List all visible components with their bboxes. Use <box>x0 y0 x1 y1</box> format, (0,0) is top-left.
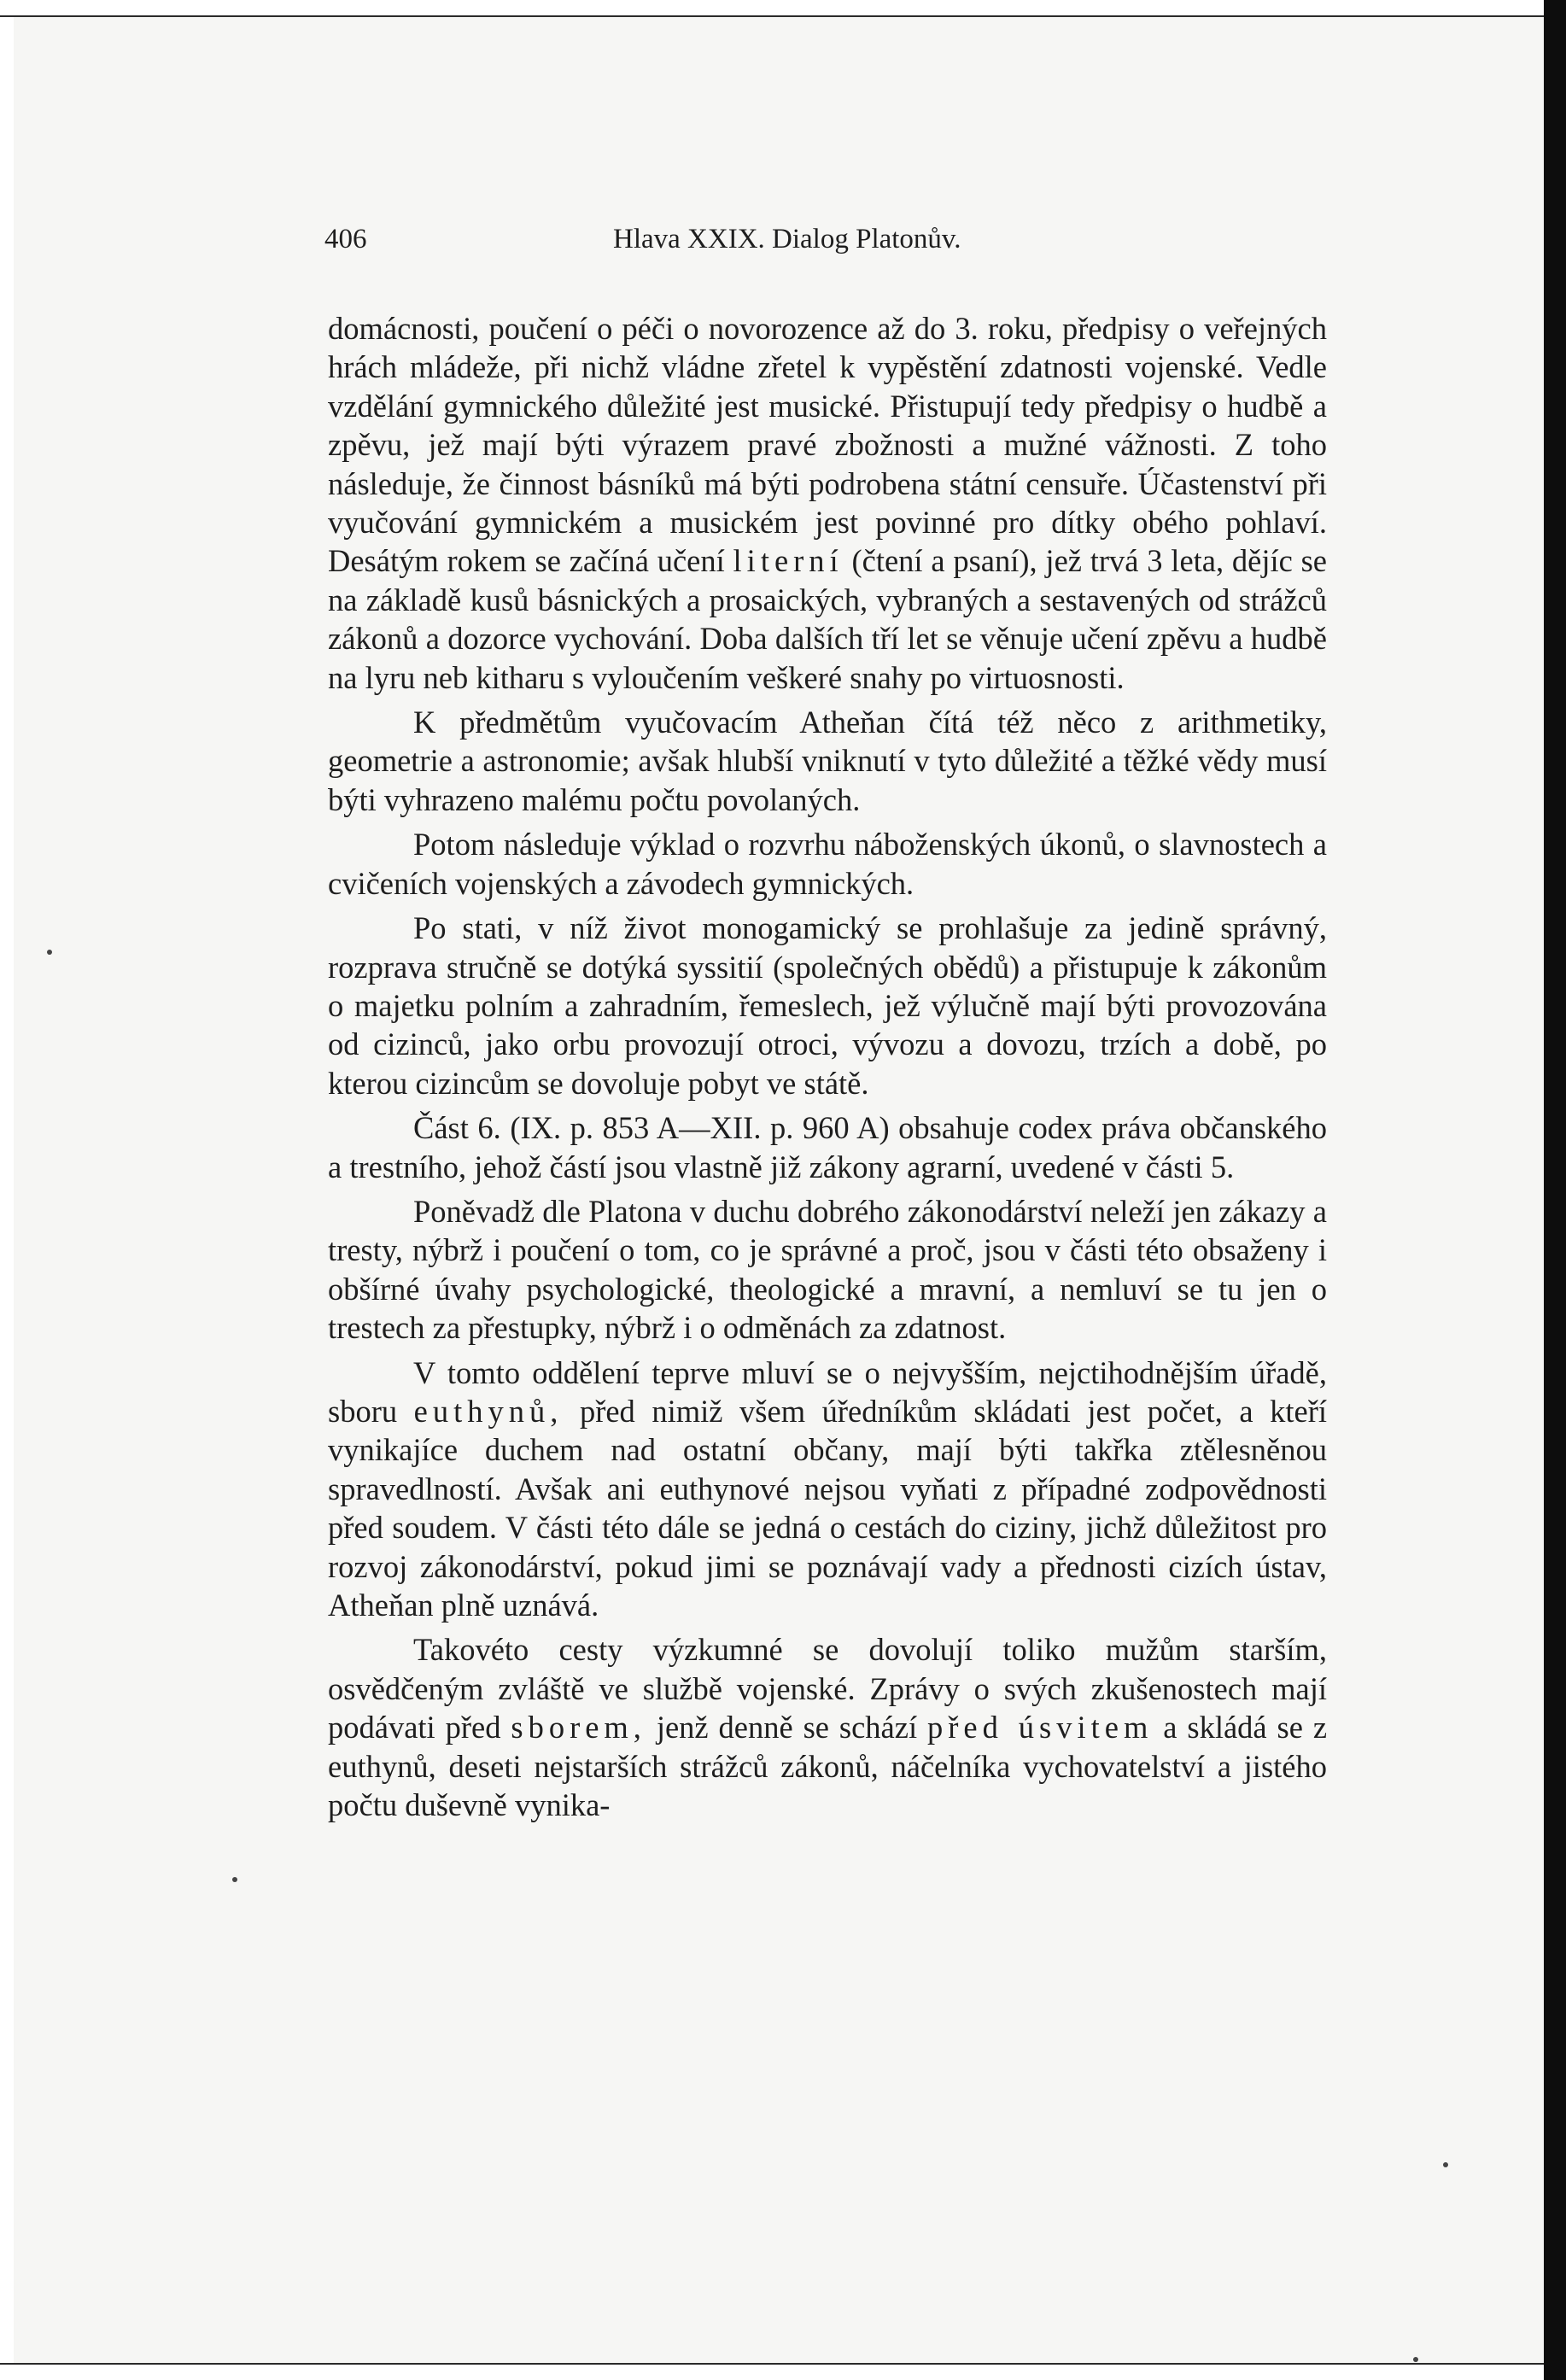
scan-bottom-edge <box>0 2363 1566 2380</box>
emphasis-literni: literní <box>733 543 844 579</box>
page-header <box>324 224 1328 265</box>
scan-top-edge <box>0 0 1566 17</box>
paragraph-8 <box>328 1630 1327 1824</box>
paragraph-8-mid: jenž denně se schází <box>656 1710 918 1746</box>
page-number: 406 <box>324 224 367 254</box>
paragraph-2: K předmětům vyučovacím Atheňan čítá též něco z arithmetiky, geometrie a astronomie; avšak hlubší vniknutí v tyto důležité a těžké vědy musí býti vyhrazeno malému počtu povolaných. <box>328 705 1327 817</box>
paragraph-7-text: V tomto oddělení teprve mluví se o nejvyšším, nejctihodnějším úřadě, sboru <box>328 1354 1327 1429</box>
paragraph-1 <box>328 309 1327 697</box>
paragraph-6: Poněvadž dle Platona v duchu dobrého zákonodárství neleží jen zákazy a tresty, nýbrž i poučení o tom, co je správné a proč, jsou v části této obsaženy i obšírné úvahy psychologické, theologické a mravní, a nemluví se tu jen o trestech za přestupky, nýbrž i o odměnách za zdatnost. <box>328 1193 1327 1346</box>
emphasis-euthynu: euthynů, <box>413 1393 564 1429</box>
paragraph-3: Potom následuje výklad o rozvrhu náboženských úkonů, o slavnostech a cvičeních vojenských a závodech gymnických. <box>328 827 1327 901</box>
scan-speck <box>232 1877 237 1882</box>
scan-right-edge <box>1544 0 1566 2380</box>
running-head: Hlava XXIX. Dialog Platonův. <box>613 224 961 254</box>
paragraph-4: Po stati, v níž život monogamický se prohlašuje za jedině správný, rozprava stručně se dotýká syssitií (společných obědů) a přistupuje k zákonům o majetku polním a zahradním, řemeslech, jež výlučně mají býti provozována od cizinců, jako orbu provozují otroci, vývozu a dovozu, trzích a době, po kterou cizincům se dovoluje pobyt ve státě. <box>328 910 1327 1101</box>
emphasis-sborem: sborem, <box>511 1710 646 1746</box>
paragraph-5: Část 6. (IX. p. 853 A—XII. p. 960 A) obsahuje codex práva občanského a trestního, jehož částí jsou vlastně již zákony agrarní, uvedené v části 5. <box>328 1110 1327 1184</box>
scan-speck <box>1443 2162 1448 2167</box>
paragraph-1-end: (čtení a psaní), jež trvá 3 leta, dějíc se na základě kusů básnických a prosaických, vybraných a sestavených od strážců zákonů a dozorce vychování. Doba dalších tří let se věnuje učení zpěvu a hudbě na lyru neb kitharu s vyloučením veškeré snahy po virtuosnosti. <box>328 543 1328 695</box>
paragraph-7 <box>328 1354 1327 1625</box>
emphasis-pred-usvitem: před úsvitem <box>927 1710 1154 1746</box>
scan-speck <box>1413 2357 1418 2362</box>
paragraph-8-text: Takovéto cesty výzkumné se dovolují toliko mužům starším, osvědčeným zvláště ve službě vojenské. Zprávy o svých zkušenostech mají podávati před <box>328 1632 1327 1746</box>
paragraph-7-end: před nimiž všem úředníkům skládati jest počet, a kteří vynikajíce duchem nad ostatní občany, mají býti takřka ztělesněnou spravedlností. Avšak ani euthynové nejsou vyňati z případné zodpovědnosti před soudem. V části této dále se jedná o cestách do ciziny, jichž důležitost pro rozvoj zákonodárství, pokud jimi se poznávají vady a přednosti cizích ústav, Atheňan plně uznává. <box>328 1393 1328 1623</box>
scan-speck <box>47 950 52 955</box>
body-text <box>328 309 1327 1830</box>
paragraph-1-text: domácnosti, poučení o péči o novorozence až do 3. roku, předpisy o veřejných hrách mládeže, při nichž vládne zřetel k vypěstění zdatnosti vojenské. Vedle vzdělání gymnického důležité jest musické. Přistupují tedy předpisy o hudbě a zpěvu, jež mají býti výrazem pravé zbožnosti a mužné vážnosti. Z toho následuje, že činnost básníků má býti podrobena státní censuře. Účastenství při vyučování gymnickém a musickém jest povinné pro dítky obého pohlaví. Desátým rokem se začíná učení <box>328 311 1327 579</box>
paragraph-8-end: a skládá se z euthynů, deseti nejstarších strážců zákonů, náčelníka vychovatelství a jistého počtu duševně vynika- <box>328 1710 1328 1823</box>
